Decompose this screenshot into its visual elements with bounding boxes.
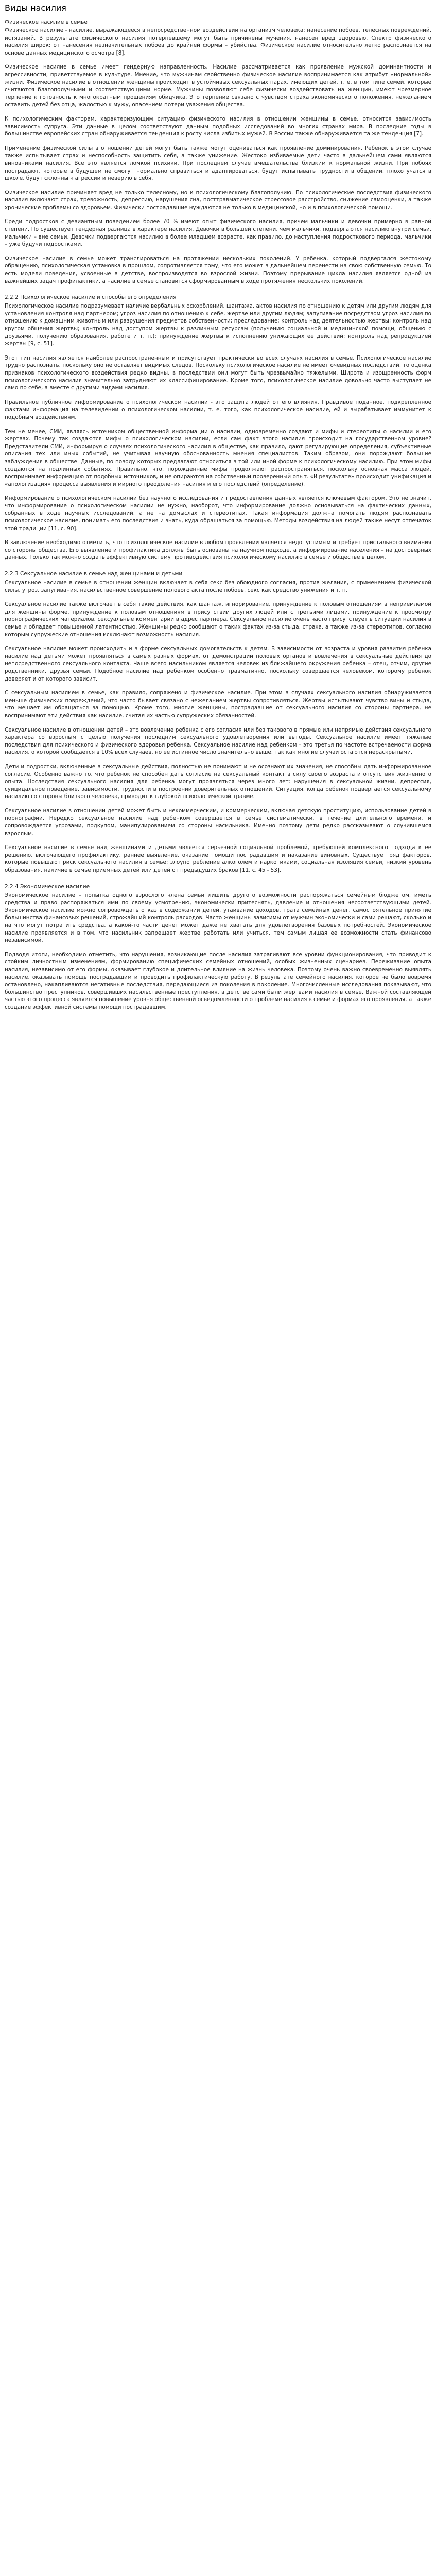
paragraph: Правильное публичное информирование о психологическом насилии - это защита людей от его влияния. Правдивое поданное, подкрепленное фактами информация на телевидении о психологическом насилии, т. е. того, как психологическое насилие, ей и вырабатывает иммунитет к подобным воздействиям. xyxy=(5,399,431,420)
paragraph: Физическое насилие в семье может транслироваться на протяжении нескольких поколений. У ребенка, который подвергался жестокому обращению, психологическая установка в прошлом, сопротивляется тому, что его может в дальнейшем перенести на свою собственную семью. То есть модели поведения, усвоенные в детстве, воспроизводятся во взрослой жизни. Поэтому прерывание цикла насилия является одной из важнейших задач профилактики, а насилие в семье становится сформированным в ходе протяжения нескольких поколений. xyxy=(5,255,431,284)
section-heading: 2.2.2 Психологическое насилие и способы его определения xyxy=(5,294,177,301)
page-title: Виды насилия xyxy=(5,3,431,14)
section-psychological-violence xyxy=(5,294,431,562)
paragraph: Сексуальное насилие в отношении детей может быть и некоммерческим, и коммерческим, включая детскую проституцию, использование детей в порнографии. Нередко сексуальное насилие над ребенком совершается в семье систематически, в течение длительного времени, и сопровождается угрозами, подкупом, манипулированием со стороны насильника. Именно поэтому дети редко рассказывают о случившемся взрослым. xyxy=(5,807,431,837)
paragraph: Сексуальное насилие в семье в отношении женщин включает в себя секс без обоюдного согласия, против желания, с применением физической силы, угроз, запугивания, насильственное совершение полового акта после побоев, секс как средство унижения и т. п. xyxy=(5,580,431,594)
section-sexual-violence xyxy=(5,571,431,874)
paragraph: Физическое насилие в семье имеет гендерную направленность. Насилие рассматривается как проявление мужской доминантности и агрессивности, приветствуемое в культуре. Мнение, что мужчинам свойственно физическое насилие воспринимается как атрибут «нормальной» жизни. Физическое насилие в отношении женщины происходит в устойчивых сексуальных парах, имеющих детей, т. е. в том типе семей, которые считаются благополучными и соответствующими норме. Мужчины позволяют себе физически воздействовать на женщин, имеют чрезмерное терпение к готовность к многократным прощениям обидчика. Это терпение связано с чувством страха экономического положения, нежеланием оставить детей без отца, жалостью к мужу, опасением потери уважения общества. xyxy=(5,64,431,108)
paragraph: Применение физической силы в отношении детей могут быть также могут оцениваться как проявление доминирования. Ребенок в этом случае также испытывает страх и неспособность защитить себя, а также унижение. Жестоко избиваемые дети часто в дальнейшем сами являются виновниками насилия. Все это является ломкой психики. При последнем случае вмешательства близким к нормальной жизни. При побоях пострадают, которые в будущем не смогут нормально справиться и адаптироваться, будут испытывать трудности в общении, плохо учатся в школе, будут склонны к агрессии и неверию в себя. xyxy=(5,145,431,182)
paragraph: К психологическим факторам, характеризующим ситуацию физического насилия в отношении женщины в семье, относится зависимость зависимость супруга. Эти данные в целом соответствуют данным подобных исследований во многих странах мира. В последние годы в большинстве европейских стран обнаруживается тенденция к росту числа избитых мужей. В России также обнаруживается та же тенденция [7]. xyxy=(5,115,431,138)
paragraph: Сексуальное насилие может происходить и в форме сексуальных домогательств к детям. В зависимости от возраста и уровня развития ребенка насилие над детьми может проявляться в самых разных формах, от демонстрации половых органов и вовлечения в сексуальные действия до непосредственного сексуального контакта. Чаще всего насильником является человек из ближайшего окружения ребенка – отец, отчим, другие родственники, друзья семьи. Подобное насилие над ребенком особенно травматично, поскольку совершается человеком, которому ребенок доверяет и от которого зависит. xyxy=(5,646,431,682)
section-physical-violence xyxy=(5,19,431,285)
paragraph: Психологическое насилие подразумевает наличие вербальных оскорблений, шантажа, актов насилия по отношению к детям или другим людям для установления контроля над партнером; угроз насилия по отношению к себе, жертве или другим людям; запугивание посредством угроз насилия по отношению к домашним животным или разрушения предметов собственности; преследование; контроль над деятельностью жертвы; контроль над кругом общения жертвы; контроль над доступом жертвы к различным ресурсам (получению социальной и медицинской помощи, общению с друзьями, получению образования, работе и т. п.); принуждение жертвы к исполнению унижающих ее действий; контроль над репродукцией жертвы [9, с. 51]. xyxy=(5,303,431,347)
section-heading: Физическое насилие в семье xyxy=(5,19,88,25)
article xyxy=(0,0,436,1028)
paragraph: В заключение необходимо отметить, что психологическое насилие в любом проявлении является недопустимым и требует пристального внимания со стороны общества. Его выявление и профилактика должны быть основаны на научном подходе, а информирование населения – на достоверных данных. Только так можно создать эффективную систему противодействия психологическому насилию в семье и обществе в целом. xyxy=(5,539,431,561)
paragraph: Физическое насилие - насилие, выражающееся в непосредственном воздействии на организм человека; нанесение побоев, телесных повреждений, истязаний. В результате физического насилия потерпевшему могут быть причинены мучения, нанесен вред здоровью. Спектр физического насилия широк: от нанесения незначительных побоев до крайней формы – убийства. Физическое насилие относительно легко распознается на основе данных медицинского осмотра [8]. xyxy=(5,27,431,56)
paragraph: Дети и подростки, включенные в сексуальные действия, полностью не понимают и не осознают их значения, не способны дать информированное согласие. Особенно важно то, что ребенок не способен дать согласие на сексуальный контакт в силу своего возраста и отсутствия жизненного опыта. Последствия сексуального насилия для ребенка могут проявляться через много лет: нарушения в сексуальной жизни, депрессия, суицидальное поведение, зависимости, трудности в построении доверительных отношений. Ситуация, когда ребенок подвергается сексуальному насилию со стороны близкого человека, приводит к глубокой психологической травме. xyxy=(5,763,431,800)
paragraph: Среди подростков с девиантным поведением более 70 % имеют опыт физического насилия, причем мальчики и девочки примерно в равной степени. По существует гендерная разница в характере насилия. Девочки в большей степени, чем мальчики, подвергаются насилию внутри семьи, мальчики – вне семьи. Девочки подвергаются насилию в более младшем возрасте, как правило, до наступления подросткового периода, мальчики – уже будучи подростками. xyxy=(5,218,431,248)
section-economic-violence xyxy=(5,884,431,1011)
paragraph: Сексуальное насилие в отношении детей – это вовлечение ребенка с его согласия или без такового в прямые или непрямые действия сексуального характера со взрослым с целью получения последним сексуального удовлетворения или выгоды. Сексуальное насилие имеет тяжелые последствия для психического и физического здоровья ребенка. Сексуальное насилие над ребенком – это третья по частоте встречаемости форма насилия, о которой сообщается в 10% всех случаев, но ее истинное число значительно выше, так как многие случаи остаются нераскрытыми. xyxy=(5,726,431,756)
paragraph: Сексуальное насилие в семье над женщинами и детьми является серьезной социальной проблемой, требующей комплексного подхода к ее решению, включающего профилактику, раннее выявление, оказание помощи пострадавшим и наказание виновных. Существует ряд факторов, которые повышают риск сексуального насилия в семье: злоупотребление алкоголем и наркотиками, социальная изоляция семьи, низкий уровень образования, наличие в семье приемных детей или детей от предыдущих браков [11, c. 45 - 53]. xyxy=(5,844,431,874)
paragraph: Физическое насилие причиняет вред не только телесному, но и психологическому благополучию. По психологические последствия физического насилия включают страх, тревожность, депрессию, нарушения сна, посттравматическое стрессовое расстройство, снижение самооценки, а также хронические проблемы со здоровьем. Физически пострадавшие нуждаются не только в медицинской, но и в психологической помощи. xyxy=(5,189,431,211)
paragraph: Этот тип насилия является наиболее распространенным и присутствует практически во всех случаях насилия в семье. Психологическое насилие трудно распознать, поскольку оно не оставляет видимых следов. Поскольку психологическое насилие не имеет очевидных последствий, то оценка признаков психологического воздействия редко видны, в последствии они могут быть чрезвычайно тяжелыми. Широта и изощренность форм психологического насилия значительно затрудняют их классифицирование. Кроме того, психологическое насилие довольно часто выступает не само по себе, а вместе с другими видами насилия. xyxy=(5,354,431,392)
paragraph: Тем не менее, СМИ, являясь источником общественной информации о насилии, одновременно создают и мифы и стереотипы о насилии и его жертвах. Почему так создаются мифы о психологическом насилии, если сам факт этого насилия происходит на государственном уровне? Представители СМИ, информируя о случаях психологического насилия в обществе, как правило, дают регулирующие определения, субъективные описания тех или иных событий, не учитывая научную обоснованность мнения специалистов. Таким образом, они порождают большие заблуждения в обществе. Данные, по поводу которых предлагают относиться в той или иной форме к психологическому насилию. При этом мифы создаются на подлинных событиях. Правильно, что, порожденные мифы продолжают распространяться, поскольку основная масса людей, воспринимает информацию от подобных источников, и не опираются на собственный проверенный опыт. «В результате» происходит унификация и «апологизация» процесса выявления и мирного преодоления насилия и его последствий (определение). xyxy=(5,428,431,487)
paragraph: Информирование о психологическом насилии без научного исследования и предоставления данных является ключевым фактором. Это не значит, что информирование о психологическом насилии не нужно, наоборот, что информирование должно основываться на фактических данных, собранных в ходе научных исследований, а не на домыслах и стереотипах. Такая информация должна помогать людям распознавать психологическое насилие, понимать его последствия и знать, куда обращаться за помощью. Методы воздействия на людей также несут отпечаток этой традиции [11, c. 90]. xyxy=(5,495,431,532)
paragraph: Экономическое насилие – попытка одного взрослого члена семьи лишить другого возможности распоряжаться семейным бюджетом, иметь средства и право распоряжаться ими по своему усмотрению, экономически притеснять, давление и отношения несоответствующими детей. Экономическое насилие можно сопровождать отказ в содержании детей, утаивание доходов, трата семейных денег, самостоятельное принятие большинства финансовых решений, строжайший контроль расходов. Часто женщины зависимы от мужчин экономически и сами решают, сколько и на что могут потратить средства, а какой-то части денег может даже не хватать для удовлетворения базовых потребностей. Экономическое насилие проявляется и в том, что насильник запрещает жертве работать или учиться, тем самым лишая ее возможности стать финансово независимой. xyxy=(5,892,431,944)
paragraph: Сексуальное насилие также включает в себя такие действия, как шантаж, игнорирование, принуждение к половым отношениям в неприемлемой для женщины форме, принуждение к половым отношениям в присутствии других людей или с третьими лицами, принуждение к просмотру порнографических материалов, сексуальные комментарии в адрес партнера. Сексуальное насилие очень часто присутствует в ситуации насилия в семье и обладает повышенной латентностью. Женщины редко сообщают о таких фактах из-за стыда, страха, а также из-за стереотипов, согласно которым супружеские отношения исключают возможность насилия. xyxy=(5,601,431,638)
section-heading: 2.2.4 Экономическое насилие xyxy=(5,883,90,890)
paragraph: С сексуальным насилием в семье, как правило, сопряжено и физическое насилие. При этом в случаях сексуального насилия обнаруживается меньше физических повреждений, что часто бывает связано с нежеланием жертвы сопротивляться. Жертвы испытывают чувство вины и стыда, что мешает им обращаться за помощью. Кроме того, многие женщины, пострадавшие от сексуального насилия со стороны партнера, не воспринимают эти действия как насилие, считая их частью супружеских обязанностей. xyxy=(5,690,431,719)
paragraph: Подводя итоги, необходимо отметить, что нарушения, возникающие после насилия затрагивают все уровни функционирования, что приводит к стойким личностным изменениям, формированию специфических семейных отношений, особых жизненных сценариев. Переживание опыта насилия, независимо от его формы, оказывает глубокое и длительное влияние на жизнь человека. Поэтому очень важно своевременно выявлять насилие, оказывать помощь пострадавшим и проводить профилактическую работу. В результате семейного насилия, которое не было вовремя остановлено, накапливаются негативные последствия, передающиеся из поколения в поколение. Многочисленные исследования показывают, что большинство преступников, совершивших насильственные преступления, в детстве сами были жертвами насилия в семье. Важной составляющей частью этого процесса является повышение уровня общественной осведомленности о проблеме насилия в семье и формах его проявления, а также создание эффективной системы помощи пострадавшим. xyxy=(5,951,431,1010)
section-heading: 2.2.3 Сексуальное насилие в семье над женщинами и детьми xyxy=(5,571,183,578)
